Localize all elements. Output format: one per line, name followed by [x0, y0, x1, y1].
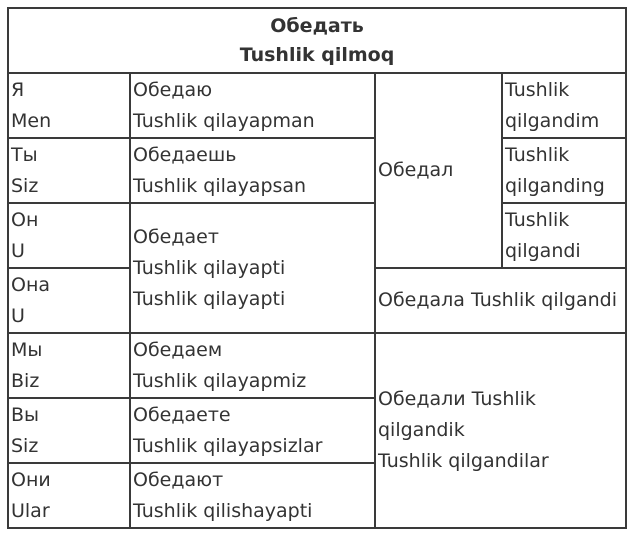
- present-cell: [130, 463, 375, 528]
- past-person-line-2: qilgandim: [505, 109, 600, 132]
- present-uzbek-repeat: Tushlik qilayapti: [133, 287, 286, 310]
- past-person-cell: [502, 138, 626, 203]
- pronoun-cell: [8, 463, 130, 528]
- pronoun-uzbek: Siz: [11, 434, 39, 457]
- present-uzbek: Tushlik qilayapmiz: [133, 369, 307, 392]
- table-title: [8, 8, 626, 73]
- pronoun-cell: [8, 73, 130, 138]
- present-cell: [130, 138, 375, 203]
- title-row: [8, 8, 626, 73]
- pronoun-uzbek: Ular: [11, 499, 50, 522]
- pronoun-uzbek: U: [11, 304, 25, 327]
- pronoun-cell: [8, 398, 130, 463]
- past-masculine-cell: [375, 73, 502, 268]
- past-plural-line-1: Обедали Tushlik: [378, 388, 536, 410]
- pronoun-russian: Они: [11, 468, 51, 491]
- present-russian: Обедаю: [133, 78, 213, 101]
- past-plural-line-3: Tushlik qilgandilar: [378, 450, 549, 472]
- present-uzbek: Tushlik qilayapman: [133, 109, 315, 132]
- past-person-line-1: Tushlik: [505, 78, 570, 101]
- present-russian: Обедаете: [133, 403, 231, 426]
- past-person-line-2: qilganding: [505, 174, 605, 197]
- past-feminine-cell: [375, 268, 626, 333]
- title-uzbek: Tushlik qilmoq: [239, 43, 395, 66]
- present-russian: Обедаем: [133, 338, 223, 361]
- pronoun-russian: Он: [11, 208, 39, 231]
- pronoun-uzbek: Men: [11, 109, 52, 132]
- present-uzbek: Tushlik qilayapsan: [133, 174, 307, 197]
- pronoun-uzbek: Siz: [11, 174, 39, 197]
- past-feminine-text: Обедала Tushlik qilgandi: [378, 289, 617, 311]
- pronoun-cell: [8, 203, 130, 268]
- present-uzbek: Tushlik qilishayapti: [133, 499, 313, 522]
- pronoun-russian: Она: [11, 273, 51, 296]
- past-person-cell: [502, 73, 626, 138]
- pronoun-cell: [8, 333, 130, 398]
- pronoun-russian: Ты: [11, 143, 38, 166]
- present-cell: [130, 398, 375, 463]
- past-person-line-1: Tushlik: [505, 143, 570, 166]
- pronoun-russian: Я: [11, 78, 25, 101]
- past-person-line-1: Tushlik: [505, 208, 570, 231]
- pronoun-russian: Мы: [11, 338, 43, 361]
- past-person-cell: [502, 203, 626, 268]
- present-uzbek: Tushlik qilayapsizlar: [133, 434, 323, 457]
- title-russian: Обедать: [270, 14, 364, 37]
- past-masculine-russian: Обедал: [378, 159, 454, 181]
- present-cell: [130, 73, 375, 138]
- present-cell: [130, 333, 375, 398]
- pronoun-cell: [8, 268, 130, 333]
- past-person-line-2: qilgandi: [505, 239, 581, 262]
- conjugation-table: [7, 7, 627, 529]
- present-third-singular-cell: [130, 203, 375, 333]
- pronoun-russian: Вы: [11, 403, 40, 426]
- present-uzbek: Tushlik qilayapti: [133, 256, 286, 279]
- pronoun-uzbek: U: [11, 239, 25, 262]
- present-russian: Обедаешь: [133, 143, 237, 166]
- pronoun-uzbek: Biz: [11, 369, 40, 392]
- present-russian: Обедают: [133, 468, 224, 491]
- past-plural-cell: [375, 333, 626, 528]
- table-row: [8, 138, 626, 203]
- table-row: [8, 203, 626, 268]
- table-row: [8, 73, 626, 138]
- past-plural-line-2: qilgandik: [378, 419, 465, 441]
- present-russian: Обедает: [133, 225, 219, 248]
- table-row: [8, 333, 626, 398]
- pronoun-cell: [8, 138, 130, 203]
